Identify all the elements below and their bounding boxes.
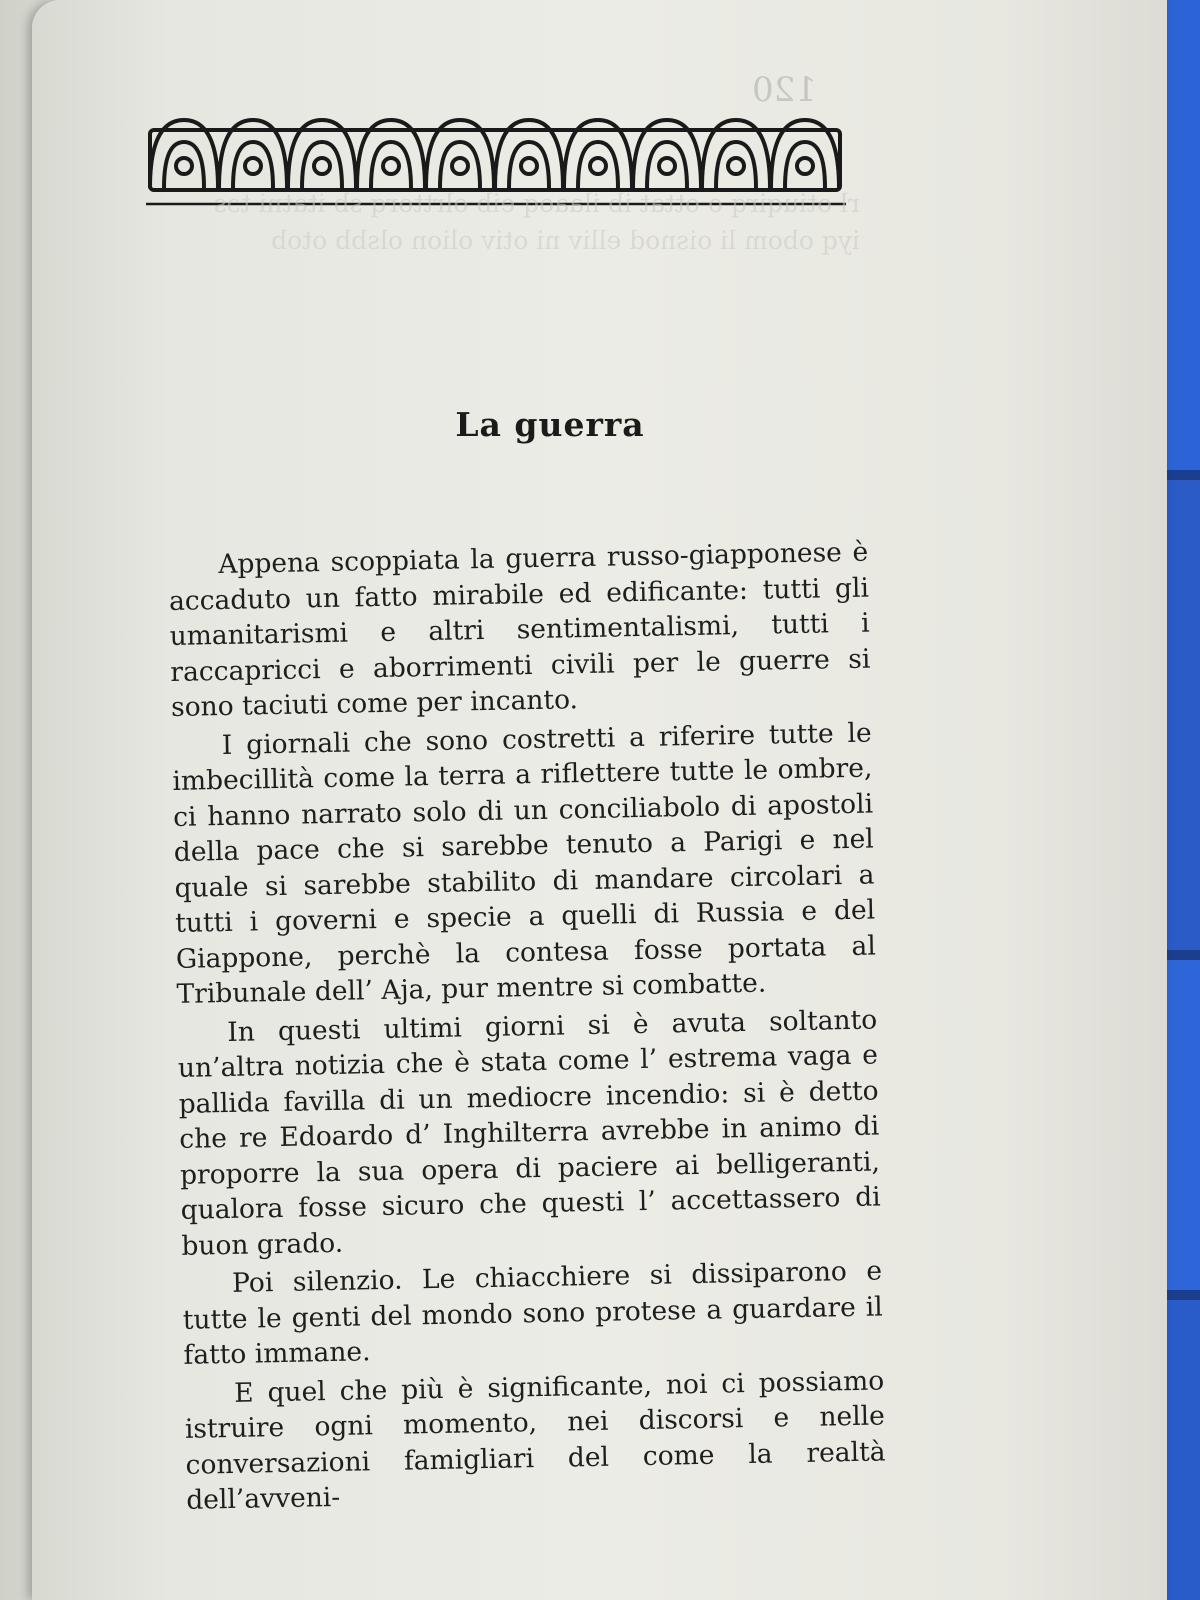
paragraph: In questi ultimi giorni si è avuta soltanto un’altra notizia che è stata come l’ estrema vaga e pallida favilla di un mediocre incendio: si è detto che re Edoardo d’ Inghilterra avrebbe in animo di proporre la sua opera di paciere ai belligeranti, qualora fosse sicuro che questi l’ accettassero di buon grado. [177,1003,881,1262]
ornament-ring [728,158,744,174]
ornament-ring [590,158,606,174]
ornament-ring [383,158,399,174]
ornament-ring [314,158,330,174]
ornament-inner-arch [716,142,756,188]
ornament-ring [797,158,813,174]
page-number: 120 [752,70,817,110]
ornament-inner-arch [785,142,825,188]
ornament-ring [452,158,468,174]
ornament-inner-arch [440,142,480,188]
ornament-ring [176,158,192,174]
ornament-ring [245,158,261,174]
paragraph: I giornali che sono costretti a riferire tutte le imbecillità come la terra a riflettere tutte le ombre, ci hanno narrato solo di un conciliabolo di apostoli della pace che si sarebbe tenuto a Parigi e nel quale si sarebbe stabilito di mandare circolari a tutti i governi e specie a quelli di Russia e del Giappone, perchè la contesa fosse portata al Tribunale dell’ Aja, pur mentre si combatte. [172,717,877,1010]
paragraph: Poi silenzio. Le chiacchiere si dissiparono e tutte le genti del mondo sono protese a guardare il fatto immane. [182,1255,883,1371]
paragraph: Appena scoppiata la guerra russo-giapponese è accaduto un fatto mirabile ed edificante: tutti gli umanitarismi e altri sentimentalismi, tutti i raccapricci e aborrimenti civili per le guerre si sono taciuti come per incanto. [168,536,871,723]
show-through-text: rl otiuqirq o ottat ib ilaaoq eib olrttorq sb itatni tɔs iyq obom li oisnod elliv ni otiv olion olsbb otob [213,189,860,255]
chapter-title: La guerra [455,405,645,444]
ornament-ring [521,158,537,174]
paragraph: E quel che più è significante, noi ci possiamo istruire ogni momento, nei discorsi e nelle conversazioni famigliari del come la realtà dell’avveni- [184,1364,886,1516]
ornament-inner-arch [164,142,204,188]
ornament-inner-arch [233,142,273,188]
ornament-inner-arch [647,142,687,188]
ornament-inner-arch [371,142,411,188]
ornament-inner-arch [578,142,618,188]
body-text [168,535,887,1522]
ornament-inner-arch [509,142,549,188]
ornament-inner-arch [302,142,342,188]
ornament-ring [659,158,675,174]
